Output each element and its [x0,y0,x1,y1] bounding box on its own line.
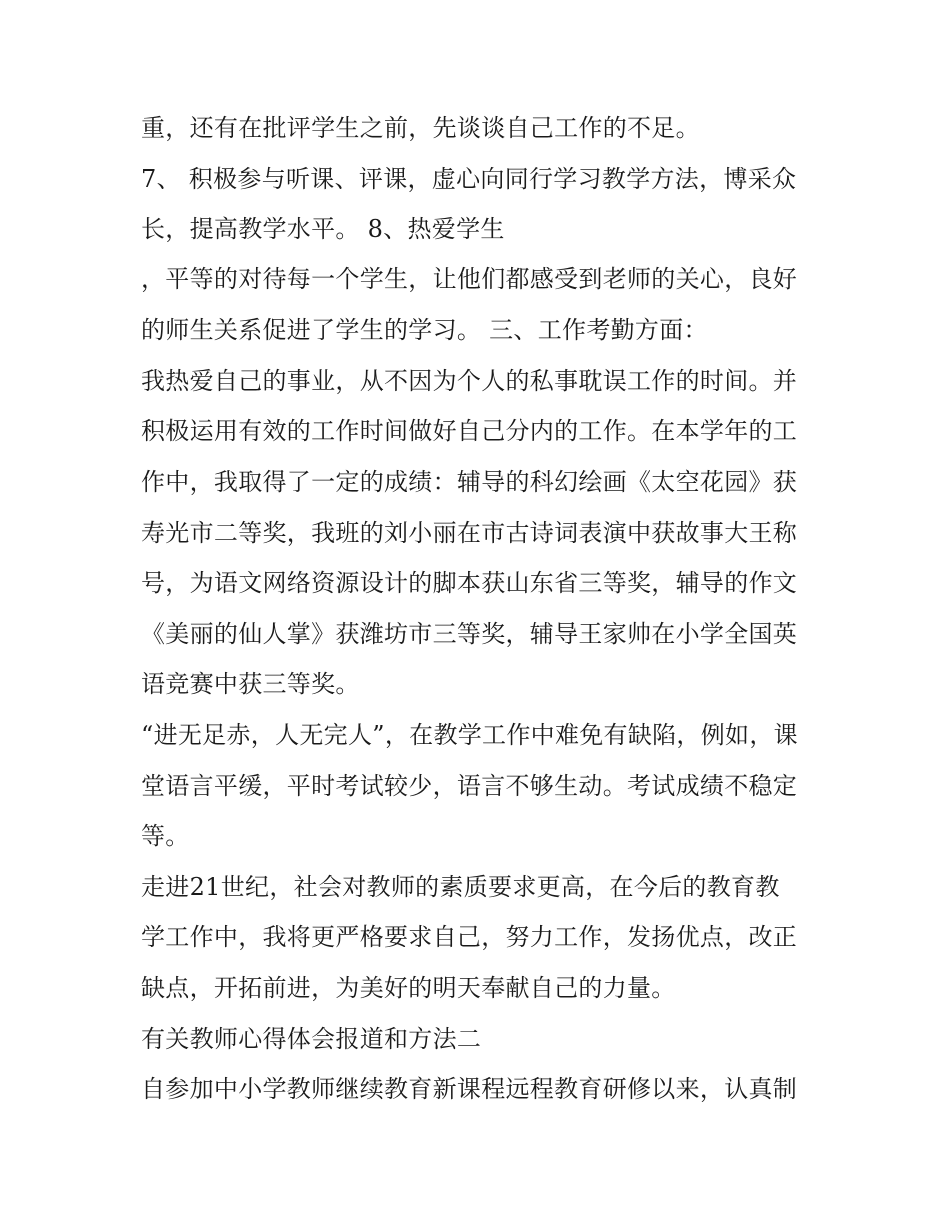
text-line: 作中，我取得了一定的成绩：辅导的科幻绘画《太空花园》获 [141,468,798,496]
text-line: ，平等的对待每一个学生，让他们都感受到老师的关心，良好 [141,265,798,293]
text-line: 长，提高教学水平。 8、热爱学生 [141,215,505,243]
text-line: 《美丽的仙人掌》获潍坊市三等奖，辅导王家帅在小学全国英 [141,620,798,648]
text-line: 堂语言平缓，平时考试较少，语言不够生动。考试成绩不稳定 [141,772,798,800]
text-line: 等。 [141,822,190,850]
text-line: 寿光市二等奖，我班的刘小丽在市古诗词表演中获故事大王称 [141,519,798,547]
text-line: 的师生关系促进了学生的学习。 三、工作考勤方面： [141,316,708,344]
text-line: 走进21世纪，社会对教师的素质要求更高，在今后的教育教 [141,873,780,901]
section-heading: 有关教师心得体会报道和方法二 [141,1025,482,1053]
text-line: 重，还有在批评学生之前，先谈谈自己工作的不足。 [141,114,700,142]
text-line: 号，为语文网络资源设计的脚本获山东省三等奖，辅导的作文 [141,569,798,597]
text-line: 学工作中，我将更严格要求自己，努力工作，发扬优点，改正 [141,923,798,951]
text-line: 语竞赛中获三等奖。 [141,670,360,698]
text-line: 7、 积极参与听课、评课，虚心向同行学习教学方法，博采众 [141,165,797,193]
text-line: 缺点，开拓前进，为美好的明天奉献自己的力量。 [141,974,676,1002]
text-line: 自参加中小学教师继续教育新课程远程教育研修以来，认真制 [141,1075,798,1103]
text-line: 我热爱自己的事业，从不因为个人的私事耽误工作的时间。并 [141,367,798,395]
text-line: 积极运用有效的工作时间做好自己分内的工作。在本学年的工 [141,417,798,445]
text-line: “进无足赤，人无完人”，在教学工作中难免有缺陷，例如，课 [141,721,798,749]
